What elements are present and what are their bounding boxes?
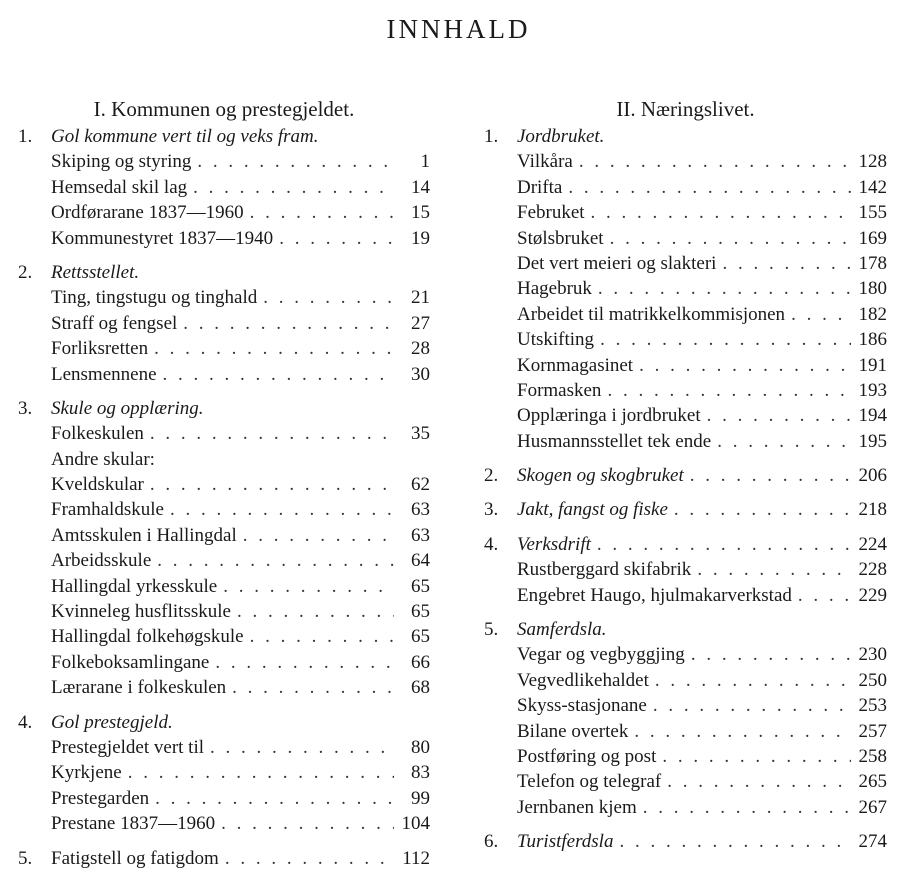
leader-dots bbox=[619, 829, 851, 854]
section-heading bbox=[18, 396, 430, 421]
toc-section bbox=[484, 829, 887, 854]
entry-label: Vegar og vegbyggjing bbox=[517, 644, 685, 666]
leader-dots bbox=[798, 583, 851, 608]
leader-dots bbox=[263, 285, 394, 310]
page-number: 224 bbox=[858, 533, 887, 555]
entry-label: Kommunestyret 1837—1940 bbox=[51, 227, 274, 249]
page-number: 267 bbox=[858, 796, 887, 818]
entry-label: Februket bbox=[517, 202, 585, 224]
section-title: Verksdrift bbox=[517, 533, 591, 555]
toc-entry bbox=[18, 175, 430, 200]
leader-dots bbox=[643, 795, 851, 820]
page-number: 66 bbox=[411, 651, 430, 673]
page-number: 128 bbox=[858, 151, 887, 173]
toc-entry bbox=[484, 557, 887, 582]
section-title: Jakt, fangst og fiske bbox=[517, 499, 668, 521]
leader-dots bbox=[197, 149, 394, 174]
entry-label: Straff og fengsel bbox=[51, 312, 178, 334]
leader-dots bbox=[237, 599, 394, 624]
toc-entry bbox=[18, 447, 430, 472]
page-number: 21 bbox=[411, 287, 430, 309]
leader-dots bbox=[707, 403, 851, 428]
entry-label: Husmannsstellet tek ende bbox=[517, 430, 712, 452]
toc-entry bbox=[484, 719, 887, 744]
leader-dots bbox=[722, 251, 851, 276]
page-number: 206 bbox=[858, 465, 887, 487]
entry-label: Hemsedal skil lag bbox=[51, 176, 188, 198]
page-number: 182 bbox=[858, 303, 887, 325]
page-number: 35 bbox=[411, 423, 430, 445]
entry-label: Amtsskulen i Hallingdal bbox=[51, 524, 237, 546]
toc-entry bbox=[18, 811, 430, 836]
leader-dots bbox=[170, 497, 394, 522]
page-number: 218 bbox=[858, 499, 887, 521]
toc-entry bbox=[484, 642, 887, 667]
toc-entry bbox=[484, 200, 887, 225]
entry-label: Folkeboksamlingane bbox=[51, 651, 210, 673]
section-heading bbox=[18, 124, 430, 149]
leader-dots bbox=[223, 574, 394, 599]
section-heading bbox=[484, 617, 887, 642]
leader-dots bbox=[600, 327, 851, 352]
section-title: Skule og opplæring. bbox=[51, 397, 204, 419]
section-number: 5. bbox=[484, 619, 499, 641]
toc-entry bbox=[484, 327, 887, 352]
leader-dots bbox=[717, 429, 851, 454]
section-heading bbox=[484, 829, 887, 854]
page-number: 155 bbox=[858, 202, 887, 224]
toc-entry bbox=[484, 668, 887, 693]
entry-label: Ordførarane 1837—1960 bbox=[51, 202, 244, 224]
page-number: 99 bbox=[411, 787, 430, 809]
toc-section bbox=[484, 617, 887, 820]
entry-label: Bilane overtek bbox=[517, 720, 629, 742]
toc-entry bbox=[18, 200, 430, 225]
leader-dots bbox=[598, 276, 851, 301]
section-heading bbox=[18, 260, 430, 285]
leader-dots bbox=[610, 226, 851, 251]
leader-dots bbox=[674, 497, 851, 522]
toc-entry bbox=[18, 599, 430, 624]
toc-section bbox=[18, 396, 430, 701]
entry-label: Prestegarden bbox=[51, 787, 150, 809]
toc-entry bbox=[18, 472, 430, 497]
toc-entry bbox=[18, 421, 430, 446]
page-number: 229 bbox=[858, 584, 887, 606]
toc-entry bbox=[18, 675, 430, 700]
leader-dots bbox=[243, 523, 394, 548]
page-number: 194 bbox=[858, 405, 887, 427]
toc-section bbox=[484, 463, 887, 488]
leader-dots bbox=[653, 693, 851, 718]
page-number: 274 bbox=[858, 831, 887, 853]
leader-dots bbox=[607, 378, 851, 403]
leader-dots bbox=[193, 175, 394, 200]
leader-dots bbox=[690, 463, 851, 488]
toc-entry bbox=[484, 583, 887, 608]
toc-entry bbox=[484, 429, 887, 454]
section-title: Fatigstell og fatigdom bbox=[51, 847, 219, 869]
part-title: II. Næringslivet. bbox=[616, 97, 755, 121]
page-number: 178 bbox=[858, 252, 887, 274]
page-number: 19 bbox=[411, 227, 430, 249]
toc-entry bbox=[18, 285, 430, 310]
leader-dots bbox=[655, 668, 851, 693]
leader-dots bbox=[250, 624, 394, 649]
page-number: 83 bbox=[411, 762, 430, 784]
toc-entry bbox=[484, 302, 887, 327]
leader-dots bbox=[597, 532, 851, 557]
leader-dots bbox=[791, 302, 851, 327]
page-number: 265 bbox=[858, 771, 887, 793]
section-number: 3. bbox=[484, 499, 499, 521]
section-number: 5. bbox=[18, 847, 33, 869]
right-sections bbox=[484, 124, 887, 855]
entry-label: Andre skular: bbox=[51, 448, 155, 470]
page-number: 30 bbox=[411, 363, 430, 385]
section-number: 2. bbox=[18, 261, 33, 283]
entry-label: Forliksretten bbox=[51, 338, 149, 360]
leader-dots bbox=[697, 557, 851, 582]
section-title: Rettsstellet. bbox=[51, 261, 140, 283]
leader-dots bbox=[568, 175, 851, 200]
entry-label: Ting, tingstugu og tinghald bbox=[51, 287, 258, 309]
entry-label: Vegvedlikehaldet bbox=[517, 669, 649, 691]
leader-dots bbox=[183, 311, 394, 336]
toc-section bbox=[18, 710, 430, 837]
toc-entry bbox=[18, 624, 430, 649]
toc-section bbox=[18, 260, 430, 387]
section-heading bbox=[484, 532, 887, 557]
toc-entry bbox=[484, 403, 887, 428]
page-number: 63 bbox=[411, 524, 430, 546]
page-number: 112 bbox=[402, 847, 430, 869]
entry-label: Jernbanen kjem bbox=[517, 796, 637, 818]
page-number: 68 bbox=[411, 677, 430, 699]
page-number: 14 bbox=[411, 176, 430, 198]
entry-label: Skiping og styring bbox=[51, 151, 192, 173]
leader-dots bbox=[154, 336, 394, 361]
section-heading bbox=[484, 463, 887, 488]
entry-label: Framhaldskule bbox=[51, 499, 164, 521]
section-heading bbox=[18, 846, 430, 871]
page-number: 64 bbox=[411, 550, 430, 572]
page-number: 258 bbox=[858, 745, 887, 767]
section-number: 6. bbox=[484, 831, 499, 853]
page-number: 169 bbox=[858, 227, 887, 249]
page-number: 253 bbox=[858, 695, 887, 717]
toc-entry bbox=[18, 786, 430, 811]
entry-label: Vilkåra bbox=[517, 151, 573, 173]
page-number: 186 bbox=[858, 329, 887, 351]
section-title: Turistferdsla bbox=[517, 831, 614, 853]
leader-dots bbox=[221, 811, 394, 836]
section-title: Jordbruket. bbox=[517, 126, 605, 147]
section-number: 4. bbox=[484, 533, 499, 555]
toc-section bbox=[484, 532, 887, 608]
section-title: Skogen og skogbruket bbox=[517, 465, 684, 487]
leader-dots bbox=[667, 769, 851, 794]
entry-label: Hallingdal folkehøgskule bbox=[51, 626, 244, 648]
page-number: 250 bbox=[858, 669, 887, 691]
toc-section bbox=[484, 124, 887, 454]
page-number: 15 bbox=[411, 202, 430, 224]
page-number: 65 bbox=[411, 626, 430, 648]
right-column bbox=[484, 96, 887, 864]
left-sections bbox=[18, 124, 430, 871]
toc-entry bbox=[18, 523, 430, 548]
toc-entry bbox=[484, 353, 887, 378]
leader-dots bbox=[163, 362, 394, 387]
leader-dots bbox=[225, 846, 394, 871]
toc-section bbox=[18, 846, 430, 871]
entry-label: Kyrkjene bbox=[51, 762, 122, 784]
entry-label: Hallingdal yrkesskule bbox=[51, 575, 218, 597]
section-number: 1. bbox=[18, 126, 33, 147]
section-heading bbox=[484, 124, 887, 149]
entry-label: Skyss-stasjonane bbox=[517, 695, 647, 717]
section-heading bbox=[484, 497, 887, 522]
leader-dots bbox=[210, 735, 394, 760]
entry-label: Prestegjeldet vert til bbox=[51, 736, 205, 758]
entry-label: Lensmennene bbox=[51, 363, 157, 385]
toc-entry bbox=[18, 336, 430, 361]
leader-dots bbox=[634, 719, 851, 744]
left-column bbox=[18, 96, 430, 880]
entry-label: Kornmagasinet bbox=[517, 354, 634, 376]
toc-entry bbox=[18, 226, 430, 251]
toc-section bbox=[18, 124, 430, 251]
page-number: 180 bbox=[858, 278, 887, 300]
leader-dots bbox=[128, 760, 394, 785]
entry-label: Utskifting bbox=[517, 329, 595, 351]
entry-label: Drifta bbox=[517, 176, 563, 198]
toc-entry bbox=[18, 362, 430, 387]
page-number: 1 bbox=[420, 151, 430, 173]
toc-entry bbox=[484, 769, 887, 794]
toc-entry bbox=[484, 378, 887, 403]
entry-label: Hagebruk bbox=[517, 278, 592, 300]
entry-label: Formasken bbox=[517, 379, 602, 401]
page-number: 104 bbox=[401, 813, 430, 835]
toc-entry bbox=[484, 251, 887, 276]
toc-entry bbox=[18, 548, 430, 573]
toc-entry bbox=[18, 497, 430, 522]
leader-dots bbox=[662, 744, 851, 769]
page-number: 257 bbox=[858, 720, 887, 742]
toc-entry bbox=[484, 149, 887, 174]
leader-dots bbox=[691, 642, 851, 667]
leader-dots bbox=[579, 149, 851, 174]
part-title: I. Kommunen og prestegjeldet. bbox=[93, 97, 355, 121]
page-title: INNHALD bbox=[386, 14, 531, 44]
toc-entry bbox=[18, 760, 430, 785]
leader-dots bbox=[232, 675, 394, 700]
leader-dots bbox=[157, 548, 394, 573]
page-number: 191 bbox=[858, 354, 887, 376]
leader-dots bbox=[150, 421, 394, 446]
toc-entry bbox=[484, 175, 887, 200]
entry-label: Kveldskular bbox=[51, 474, 144, 496]
leader-dots bbox=[250, 200, 394, 225]
section-title: Samferdsla. bbox=[517, 619, 607, 641]
entry-label: Opplæringa i jordbruket bbox=[517, 405, 701, 427]
page-number: 142 bbox=[858, 176, 887, 198]
toc-entry bbox=[18, 311, 430, 336]
section-number: 1. bbox=[484, 126, 499, 147]
toc-entry bbox=[18, 574, 430, 599]
entry-label: Arbeidet til matrikkelkommisjonen bbox=[517, 303, 786, 325]
section-title: Gol kommune vert til og veks fram. bbox=[51, 126, 319, 147]
entry-label: Det vert meieri og slakteri bbox=[517, 252, 717, 274]
toc-entry bbox=[18, 149, 430, 174]
leader-dots bbox=[150, 472, 394, 497]
entry-label: Folkeskulen bbox=[51, 423, 144, 445]
entry-label: Rustberggard skifabrik bbox=[517, 559, 692, 581]
page-number: 195 bbox=[858, 430, 887, 452]
page-number: 65 bbox=[411, 575, 430, 597]
page-number: 63 bbox=[411, 499, 430, 521]
leader-dots bbox=[215, 650, 394, 675]
toc-entry bbox=[18, 650, 430, 675]
section-heading bbox=[18, 710, 430, 735]
entry-label: Telefon og telegraf bbox=[517, 771, 662, 793]
toc-entry bbox=[484, 744, 887, 769]
section-number: 4. bbox=[18, 711, 33, 733]
page-number: 27 bbox=[411, 312, 430, 334]
page-number: 193 bbox=[858, 379, 887, 401]
page-number: 228 bbox=[858, 559, 887, 581]
page-number: 65 bbox=[411, 601, 430, 623]
leader-dots bbox=[279, 226, 394, 251]
toc-section bbox=[484, 497, 887, 522]
leader-dots bbox=[591, 200, 851, 225]
toc-entry bbox=[484, 693, 887, 718]
section-title: Gol prestegjeld. bbox=[51, 711, 173, 733]
page-number: 80 bbox=[411, 736, 430, 758]
toc-entry bbox=[484, 795, 887, 820]
page-number: 230 bbox=[858, 644, 887, 666]
page-number: 62 bbox=[411, 474, 430, 496]
entry-label: Postføring og post bbox=[517, 745, 657, 767]
leader-dots bbox=[155, 786, 394, 811]
leader-dots bbox=[639, 353, 851, 378]
entry-label: Engebret Haugo, hjulmakarverkstad bbox=[517, 584, 792, 606]
entry-label: Lærarane i folkeskulen bbox=[51, 677, 227, 699]
toc-entry bbox=[484, 226, 887, 251]
entry-label: Arbeidsskule bbox=[51, 550, 152, 572]
entry-label: Stølsbruket bbox=[517, 227, 604, 249]
toc-entry bbox=[18, 735, 430, 760]
section-number: 2. bbox=[484, 465, 499, 487]
toc-entry bbox=[484, 276, 887, 301]
section-number: 3. bbox=[18, 397, 33, 419]
entry-label: Kvinneleg husflitsskule bbox=[51, 601, 231, 623]
page-number: 28 bbox=[411, 338, 430, 360]
entry-label: Prestane 1837—1960 bbox=[51, 813, 216, 835]
